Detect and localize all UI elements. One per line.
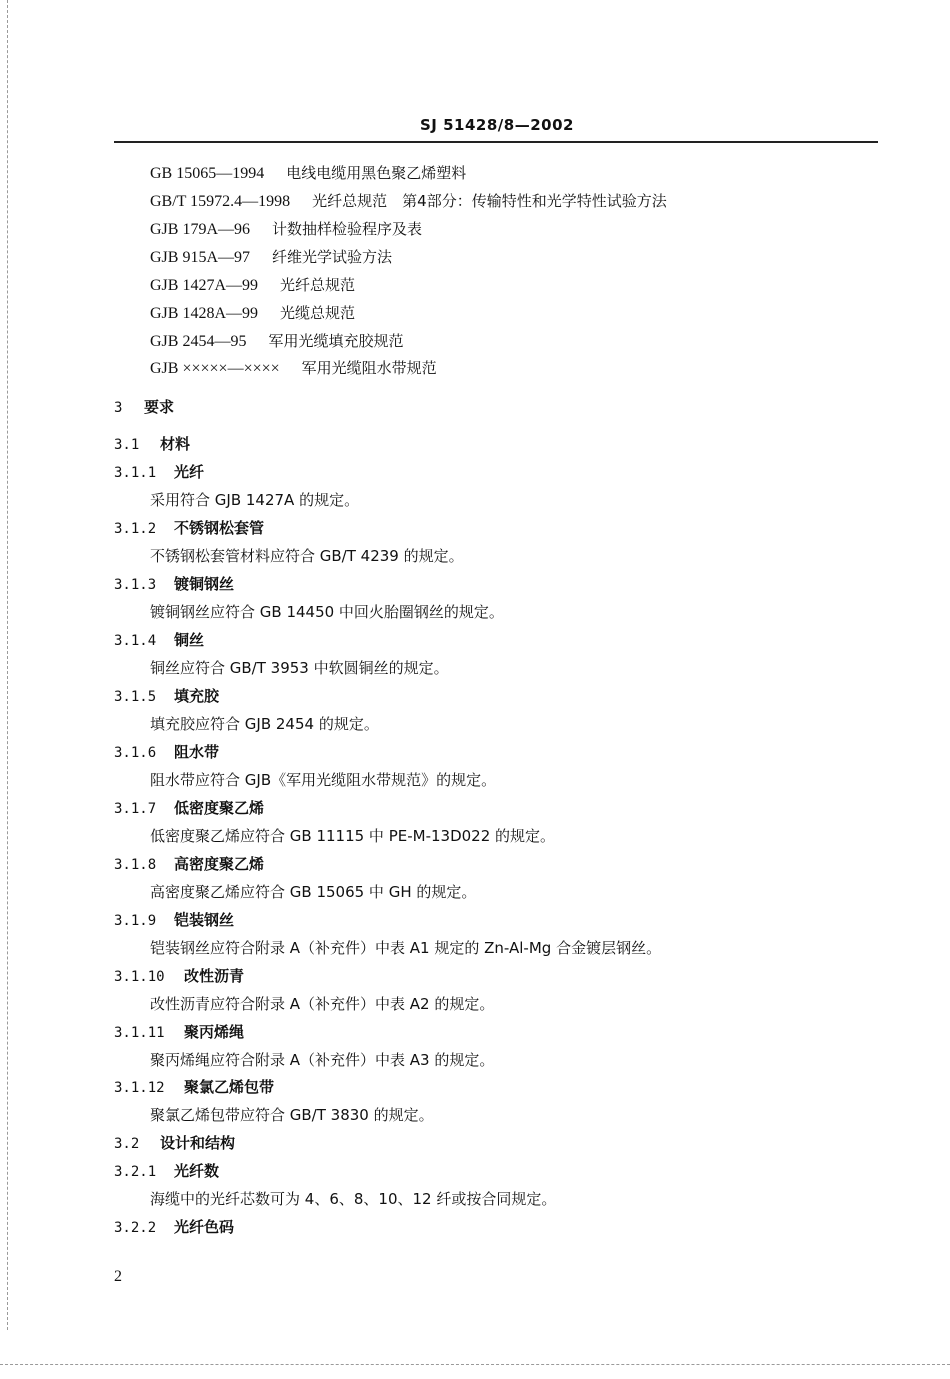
page-number: 2 [114, 1268, 122, 1285]
section-heading [114, 397, 174, 418]
section-number: 3.1.3 [114, 577, 157, 593]
section-body: 低密度聚乙烯应符合 GB 11115 中 PE-M-13D022 的规定。 [150, 827, 556, 845]
section-title: 高密度聚乙烯 [174, 855, 265, 873]
reference-item [150, 331, 403, 352]
header-rule [114, 141, 878, 143]
section-heading [114, 1022, 244, 1043]
reference-item [150, 275, 355, 296]
section-heading [114, 630, 204, 651]
scan-edge-bottom [0, 1364, 950, 1365]
section-title: 设计和结构 [160, 1134, 236, 1152]
section-body: 铠装钢丝应符合附录 A（补充件）中表 A1 规定的 Zn-Al-Mg 合金镀层钢丝。 [150, 939, 662, 957]
section-title: 材料 [160, 435, 191, 453]
section-body: 海缆中的光纤芯数可为 4、6、8、10、12 纤或按合同规定。 [150, 1190, 557, 1208]
section-title: 光纤数 [174, 1162, 220, 1180]
section-title: 要求 [144, 398, 175, 416]
section-title: 不锈钢松套管 [174, 519, 265, 537]
section-body: 阻水带应符合 GJB《军用光缆阻水带规范》的规定。 [150, 771, 497, 789]
reference-code: GJB 1427A—99 [150, 277, 259, 294]
section-number: 3.1.1 [114, 465, 157, 481]
section-number: 3.1.10 [114, 969, 165, 985]
section-heading [114, 966, 244, 987]
section-heading [114, 686, 219, 707]
reference-item [150, 358, 437, 379]
reference-code: GB 15065—1994 [150, 165, 265, 182]
section-heading [114, 1133, 235, 1154]
reference-code: GJB 1428A—99 [150, 305, 259, 322]
section-number: 3.1.5 [114, 689, 157, 705]
section-heading [114, 798, 264, 819]
section-title: 光纤 [174, 463, 205, 481]
section-heading [114, 1077, 274, 1098]
section-title: 阻水带 [174, 743, 220, 761]
reference-title: 计数抽样检验程序及表 [272, 220, 423, 238]
section-number: 3.1.7 [114, 801, 157, 817]
scan-edge-left [7, 0, 8, 1330]
reference-code: GB/T 15972.4—1998 [150, 193, 291, 210]
section-number: 3.2.2 [114, 1220, 157, 1236]
reference-title: 纤维光学试验方法 [272, 248, 393, 266]
reference-code: GJB 179A—96 [150, 221, 251, 238]
section-number: 3.1.6 [114, 745, 157, 761]
section-heading [114, 910, 234, 931]
section-title: 铜丝 [174, 631, 205, 649]
section-title: 填充胶 [174, 687, 220, 705]
reference-code: GJB ×××××—×××× [150, 360, 280, 377]
section-title: 镀铜钢丝 [174, 575, 235, 593]
section-heading [114, 434, 190, 455]
section-number: 3.1.8 [114, 857, 157, 873]
section-body: 聚丙烯绳应符合附录 A（补充件）中表 A3 的规定。 [150, 1051, 495, 1069]
reference-code: GJB 2454—95 [150, 333, 247, 350]
section-body: 不锈钢松套管材料应符合 GB/T 4239 的规定。 [150, 547, 464, 565]
section-heading [114, 742, 219, 763]
reference-title: 电线电缆用黑色聚乙烯塑料 [286, 164, 467, 182]
reference-title: 光纤总规范 [280, 276, 356, 294]
reference-title: 军用光缆填充胶规范 [268, 332, 404, 350]
reference-item [150, 247, 392, 268]
section-number: 3.1.12 [114, 1080, 165, 1096]
section-body: 高密度聚乙烯应符合 GB 15065 中 GH 的规定。 [150, 883, 477, 901]
reference-title: 光纤总规范 第4部分：传输特性和光学特性试验方法 [312, 192, 667, 210]
section-heading [114, 854, 264, 875]
section-number: 3.2 [114, 1136, 140, 1152]
section-title: 低密度聚乙烯 [174, 799, 265, 817]
reference-item [150, 219, 422, 240]
section-title: 聚氯乙烯包带 [184, 1078, 275, 1096]
section-number: 3.2.1 [114, 1164, 157, 1180]
section-number: 3.1.11 [114, 1025, 165, 1041]
section-number: 3.1.2 [114, 521, 157, 537]
section-heading [114, 518, 264, 539]
section-title: 聚丙烯绳 [184, 1023, 245, 1041]
reference-item [150, 303, 355, 324]
section-title: 改性沥青 [184, 967, 245, 985]
reference-title: 光缆总规范 [280, 304, 356, 322]
reference-code: GJB 915A—97 [150, 249, 251, 266]
section-number: 3.1.9 [114, 913, 157, 929]
section-number: 3 [114, 400, 123, 416]
section-body: 采用符合 GJB 1427A 的规定。 [150, 491, 360, 509]
section-heading [114, 1161, 219, 1182]
reference-item [150, 163, 466, 184]
section-number: 3.1.4 [114, 633, 157, 649]
section-body: 镀铜钢丝应符合 GB 14450 中回火胎圈钢丝的规定。 [150, 603, 504, 621]
section-heading [114, 462, 204, 483]
section-number: 3.1 [114, 437, 140, 453]
section-title: 光纤色码 [174, 1218, 235, 1236]
reference-item [150, 191, 667, 212]
section-body: 铜丝应符合 GB/T 3953 中软圆铜丝的规定。 [150, 659, 449, 677]
section-body: 聚氯乙烯包带应符合 GB/T 3830 的规定。 [150, 1106, 434, 1124]
section-title: 铠装钢丝 [174, 911, 235, 929]
section-body: 填充胶应符合 GJB 2454 的规定。 [150, 715, 379, 733]
section-body: 改性沥青应符合附录 A（补充件）中表 A2 的规定。 [150, 995, 495, 1013]
reference-title: 军用光缆阻水带规范 [301, 359, 437, 377]
section-heading [114, 1217, 234, 1238]
page-header-code: SJ 51428/8—2002 [420, 116, 574, 134]
section-heading [114, 574, 234, 595]
